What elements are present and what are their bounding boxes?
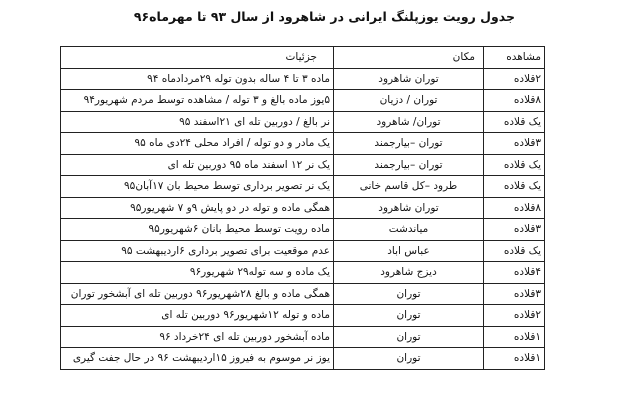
cell-details: ۵یوز ماده بالغ و ۳ توله / مشاهده توسط مردم شهریور۹۴ — [61, 90, 334, 112]
cell-details: همگی ماده و توله در دو پایش ۹و ۷ شهریور۹۵ — [61, 197, 334, 219]
cell-observation: ۴قلاده — [484, 262, 545, 284]
table-header-row — [61, 47, 545, 69]
cell-details: یک مادر و دو توله / افراد محلی ۲۴دی ماه ۹۵ — [61, 133, 334, 155]
cell-location: توران — [334, 283, 484, 305]
cell-location: توران / دزیان — [334, 90, 484, 112]
table-row — [61, 111, 545, 133]
table-row — [61, 133, 545, 155]
cell-location: توران/ شاهرود — [334, 111, 484, 133]
table-row — [61, 154, 545, 176]
cell-observation: ۱قلاده — [484, 348, 545, 370]
cell-observation: ۳قلاده — [484, 133, 545, 155]
table-row — [61, 219, 545, 241]
cell-location: توران –بیارجمند — [334, 133, 484, 155]
cell-observation: ۲قلاده — [484, 68, 545, 90]
table-row — [61, 305, 545, 327]
cell-details: ماده و توله ۱۲شهریور۹۶ دوربین تله ای — [61, 305, 334, 327]
cell-location: توران شاهرود — [334, 68, 484, 90]
table-row — [61, 176, 545, 198]
cell-details: نر بالغ / دوربین تله ای ۲۱اسفند ۹۵ — [61, 111, 334, 133]
cell-location: دیزج شاهرود — [334, 262, 484, 284]
cell-observation: ۸قلاده — [484, 197, 545, 219]
cell-observation: یک قلاده — [484, 111, 545, 133]
cell-location: عباس اباد — [334, 240, 484, 262]
cell-details: یک نر ۱۲ اسفند ماه ۹۵ دوربین تله ای — [61, 154, 334, 176]
cell-location: توران شاهرود — [334, 197, 484, 219]
page-title: جدول رویت یوزپلنگ ایرانی در شاهرود از سال ۹۳ تا مهرماه۹۶ — [133, 9, 515, 24]
cell-observation: یک قلاده — [484, 154, 545, 176]
cell-location: میاندشت — [334, 219, 484, 241]
cell-observation: ۳قلاده — [484, 219, 545, 241]
cell-observation: یک قلاده — [484, 176, 545, 198]
cell-location: توران — [334, 305, 484, 327]
cell-details: عدم موقعیت برای تصویر برداری ۶اردیبهشت ۹۵ — [61, 240, 334, 262]
cheetah-sightings-table — [60, 46, 545, 370]
cell-observation: ۸قلاده — [484, 90, 545, 112]
cell-details: یک نر تصویر برداری توسط محیط بان ۱۷آبان۹۵ — [61, 176, 334, 198]
table-row — [61, 262, 545, 284]
table-row — [61, 283, 545, 305]
cell-details: یوز نر موسوم به فیروز ۱۵اردیبهشت ۹۶ در حال جفت گیری — [61, 348, 334, 370]
table-row — [61, 348, 545, 370]
cell-location: طرود –کل قاسم خانی — [334, 176, 484, 198]
cell-location: توران –بیارجمند — [334, 154, 484, 176]
cell-details: ماده آبشخور دوربین تله ای ۲۴خرداد ۹۶ — [61, 326, 334, 348]
cell-observation: یک قلاده — [484, 240, 545, 262]
cell-details: یک ماده و سه توله۲۹ شهریور۹۶ — [61, 262, 334, 284]
cell-details: همگی ماده و بالغ ۲۸شهریور۹۶ دوربین تله ای آبشخور توران — [61, 283, 334, 305]
table-row — [61, 197, 545, 219]
cell-details: ماده رویت توسط محیط بانان ۶شهریور۹۵ — [61, 219, 334, 241]
table-row — [61, 90, 545, 112]
header-cell-location: مکان — [334, 47, 484, 69]
header-cell-details: جزئیات — [61, 47, 334, 69]
cell-observation: ۱قلاده — [484, 326, 545, 348]
cell-observation: ۲قلاده — [484, 305, 545, 327]
table-row — [61, 68, 545, 90]
cell-location: توران — [334, 348, 484, 370]
cell-observation: ۳قلاده — [484, 283, 545, 305]
cell-details: ماده ۳ تا ۴ ساله بدون توله ۲۹مردادماه ۹۴ — [61, 68, 334, 90]
table-row — [61, 326, 545, 348]
cell-location: توران — [334, 326, 484, 348]
header-cell-observation: مشاهده — [484, 47, 545, 69]
table-row — [61, 240, 545, 262]
